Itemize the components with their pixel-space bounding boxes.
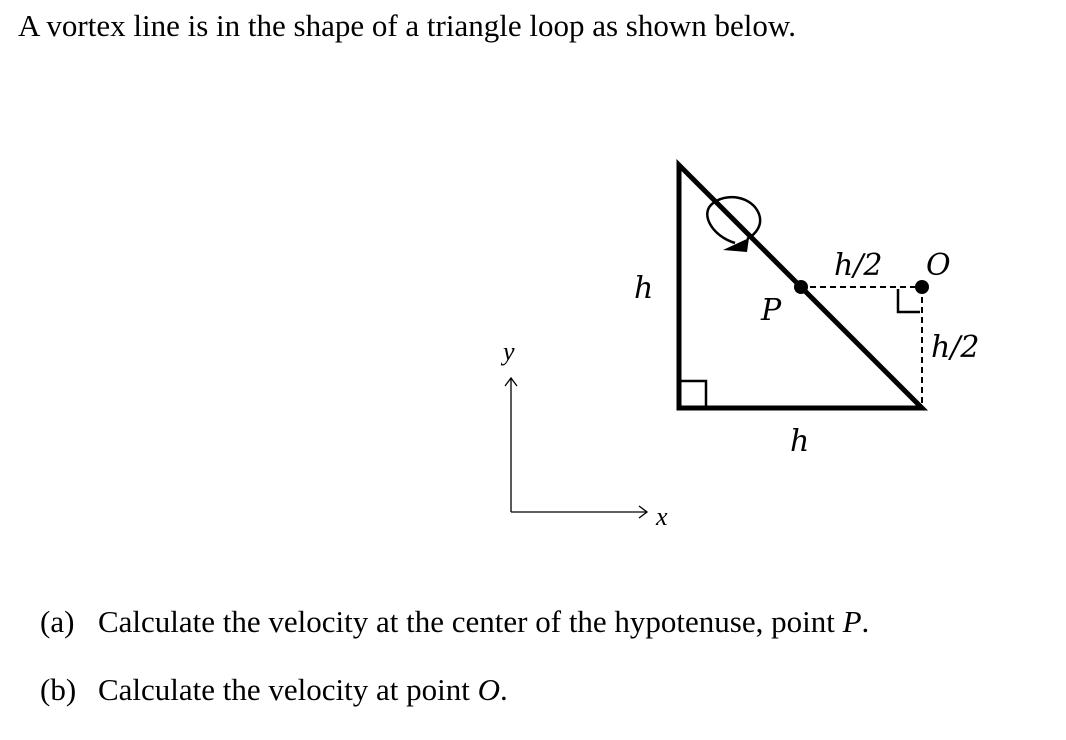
question-a-text: Calculate the velocity at the center of the hypotenuse, point — [98, 604, 843, 639]
label-h2-right: h/2 — [931, 330, 980, 365]
label-h2-top: h/2 — [834, 248, 883, 283]
axis-label-x: x — [656, 502, 668, 531]
question-a-symbol: P — [842, 604, 862, 639]
question-b-period: . — [500, 672, 508, 707]
label-h-bottom: h — [790, 424, 810, 459]
question-b-text: Calculate the velocity at point — [98, 672, 478, 707]
point-p — [794, 280, 808, 294]
question-b — [40, 672, 508, 708]
question-a — [40, 604, 869, 640]
axis-label-y: y — [503, 337, 515, 366]
right-angle-marker-o — [898, 289, 920, 312]
intro-text: A vortex line is in the shape of a triangle loop as shown below. — [18, 8, 796, 43]
question-a-period: . — [861, 604, 870, 639]
question-a-label: (a) — [40, 604, 75, 639]
label-o: O — [926, 248, 951, 283]
right-angle-marker — [681, 381, 706, 406]
question-b-symbol: O — [477, 672, 501, 707]
label-p: P — [761, 293, 782, 328]
label-h-left: h — [634, 271, 654, 306]
question-b-label: (b) — [40, 672, 77, 707]
